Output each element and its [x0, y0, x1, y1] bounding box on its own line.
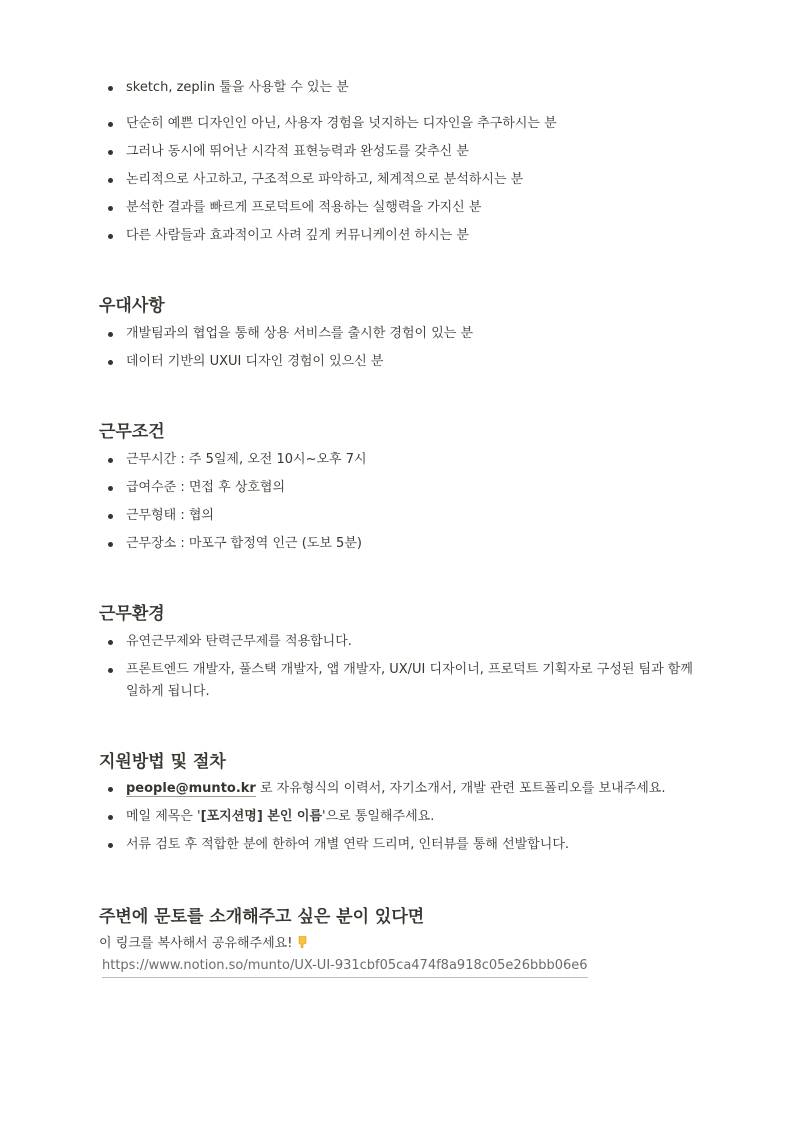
section-heading-referral: 주변에 문토를 소개해주고 싶은 분이 있다면	[99, 907, 425, 927]
bullet-icon	[108, 150, 113, 155]
section-heading-apply: 지원방법 및 절차	[99, 752, 226, 772]
email-link[interactable]: people@munto.kr	[126, 781, 256, 796]
subject-format: [포지션명] 본인 이름	[200, 809, 323, 824]
bullet-icon	[108, 86, 113, 91]
list-item: 유연근무제와 탄력근무제를 적용합니다.	[108, 631, 708, 653]
bullet-icon	[108, 122, 113, 127]
list-item: 급여수준 : 면접 후 상호협의	[108, 477, 708, 499]
bullet-icon	[108, 360, 113, 365]
subject-prefix: 메일 제목은 '	[126, 809, 201, 824]
referral-text: 이 링크를 복사해서 공유해주세요!	[99, 936, 293, 951]
notion-share-link[interactable]: https://www.notion.so/munto/UX-UI-931cbf05ca474f8a918c05e26bbb06e6	[102, 955, 588, 978]
bullet-icon	[108, 542, 113, 547]
bullet-icon	[108, 514, 113, 519]
bullet-icon	[108, 458, 113, 463]
subject-suffix: '으로 통일해주세요.	[322, 809, 435, 824]
bullet-icon	[108, 234, 113, 239]
section-heading-preferred: 우대사항	[99, 296, 165, 316]
list-item	[108, 806, 708, 828]
bullet-icon	[108, 668, 113, 673]
list-item: 그러나 동시에 뛰어난 시각적 표현능력과 완성도를 갖추신 분	[108, 141, 708, 163]
section-heading-environment: 근무환경	[99, 604, 165, 624]
bullet-icon	[108, 178, 113, 183]
bullet-icon	[108, 787, 113, 792]
list-item: 다른 사람들과 효과적이고 사려 깊게 커뮤니케이션 하시는 분	[108, 225, 708, 247]
pointing-down-hand-icon	[296, 934, 307, 946]
list-item: 서류 검토 후 적합한 분에 한하여 개별 연락 드리며, 인터뷰를 통해 선발합니다.	[108, 834, 708, 856]
list-item: sketch, zeplin 툴을 사용할 수 있는 분	[108, 77, 708, 99]
bullet-icon	[108, 843, 113, 848]
list-item	[108, 778, 728, 800]
list-item: 근무시간 : 주 5일제, 오전 10시~오후 7시	[108, 449, 708, 471]
referral-text-line	[99, 933, 307, 955]
list-item: 개발팀과의 협업을 통해 상용 서비스를 출시한 경험이 있는 분	[108, 323, 708, 345]
list-item: 논리적으로 사고하고, 구조적으로 파악하고, 체계적으로 분석하시는 분	[108, 169, 708, 191]
list-item: 근무형태 : 협의	[108, 505, 708, 527]
bullet-icon	[108, 206, 113, 211]
bullet-icon	[108, 332, 113, 337]
bullet-icon	[108, 486, 113, 491]
apply-email-suffix: 로 자유형식의 이력서, 자기소개서, 개발 관련 포트폴리오를 보내주세요.	[255, 781, 666, 796]
list-item: 분석한 결과를 빠르게 프로덕트에 적용하는 실행력을 가지신 분	[108, 197, 708, 219]
list-item: 단순히 예쁜 디자인인 아닌, 사용자 경험을 넛지하는 디자인을 추구하시는 분	[108, 113, 708, 135]
list-item: 근무장소 : 마포구 합정역 인근 (도보 5분)	[108, 533, 708, 555]
list-item: 데이터 기반의 UXUI 디자인 경험이 있으신 분	[108, 351, 708, 373]
list-item: 프론트엔드 개발자, 풀스택 개발자, 앱 개발자, UX/UI 디자이너, 프로덕트 기획자로 구성된 팀과 함께 일하게 됩니다.	[108, 659, 698, 703]
bullet-icon	[108, 640, 113, 645]
bullet-icon	[108, 815, 113, 820]
section-heading-conditions: 근무조건	[99, 422, 165, 442]
